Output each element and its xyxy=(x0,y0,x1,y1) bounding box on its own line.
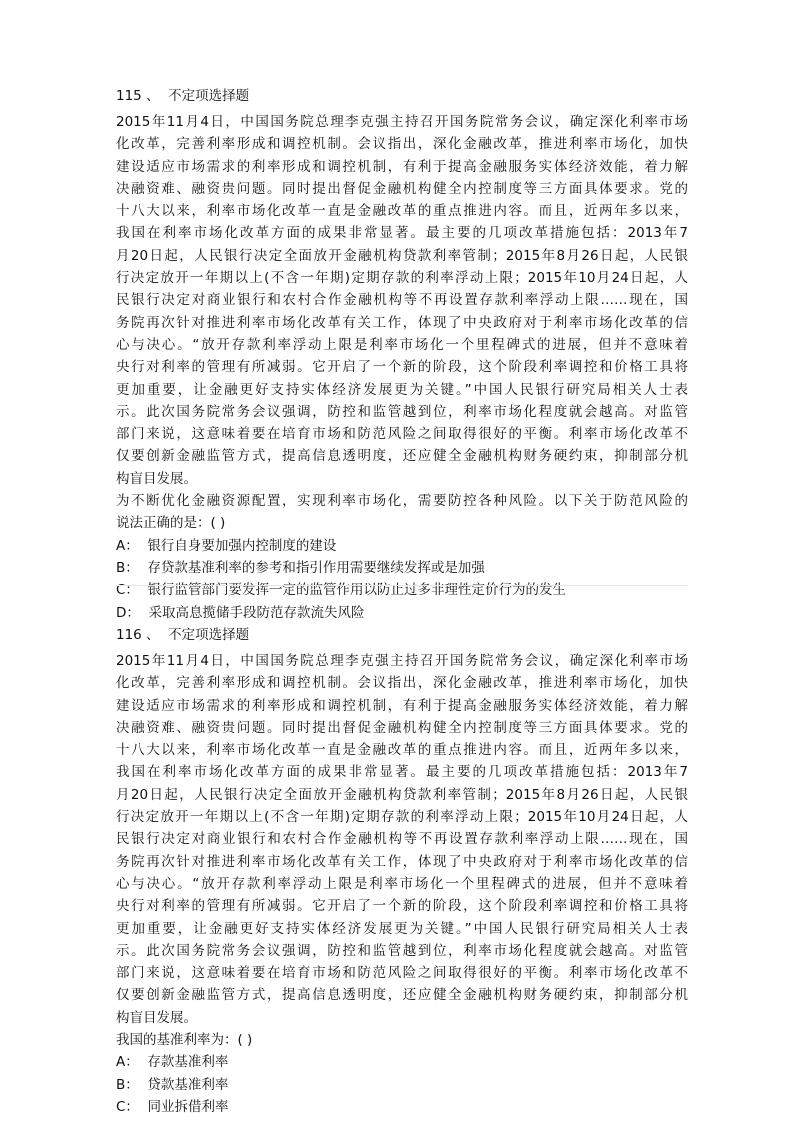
passage-line: 部门来说，这意味着要在培育市场和防范风险之间取得很好的平衡。利率市场化改革不 xyxy=(116,965,688,982)
option-list xyxy=(116,535,688,624)
option-a[interactable]: A： 存款基准利率 xyxy=(116,1054,229,1071)
stem-line: 我国的基准利率为：( ) xyxy=(116,1032,253,1049)
passage-line: 部门来说，这意味着要在培育市场和防范风险之间取得很好的平衡。利率市场化改革不 xyxy=(116,426,688,443)
passage-line: 民银行决定对商业银行和农村合作金融机构等不再设置存款利率浮动上限……现在，国 xyxy=(116,292,688,309)
passage-line: 务院再次针对推进利率市场化改革有关工作，体现了中央政府对于利率市场化改革的信 xyxy=(116,853,688,870)
passage-line: 务院再次针对推进利率市场化改革有关工作，体现了中央政府对于利率市场化改革的信 xyxy=(116,314,688,331)
stem-line: 说法正确的是：( ) xyxy=(116,515,226,532)
passage-line: 构盲目发展。 xyxy=(116,1009,197,1026)
passage-line: 示。此次国务院常务会议强调，防控和监管越到位，利率市场化程度就会越高。对监管 xyxy=(116,942,688,959)
passage-line: 更加重要，让金融更好支持实体经济发展更为关键。”中国人民银行研究局相关人士表 xyxy=(116,381,688,398)
passage-line: 仅要创新金融监管方式，提高信息透明度，还应健全金融机构财务硬约束，抑制部分机 xyxy=(116,448,688,465)
question-header: 115 、 不定项选择题 xyxy=(116,88,250,104)
question-passage xyxy=(116,111,688,490)
passage-line: 民银行决定对商业银行和农村合作金融机构等不再设置存款利率浮动上限……现在，国 xyxy=(116,831,688,848)
option-c[interactable]: C： 银行监管部门要发挥一定的监管作用以防止过多非理性定价行为的发生 xyxy=(116,582,567,599)
option-c[interactable]: C： 同业拆借利率 xyxy=(116,1098,229,1115)
passage-line: 更加重要，让金融更好支持实体经济发展更为关键。”中国人民银行研究局相关人士表 xyxy=(116,920,688,937)
option-a[interactable]: A： 银行自身要加强内控制度的建设 xyxy=(116,537,337,554)
passage-line: 心与决心。“放开存款利率浮动上限是利率市场化一个里程碑式的进展，但并不意味着 xyxy=(116,336,688,353)
passage-line: 行决定放开一年期以上(不含一年期)定期存款的利率浮动上限；2015年10月24日起，人 xyxy=(116,809,688,826)
question-stem xyxy=(116,1029,688,1051)
passage-line: 示。此次国务院常务会议强调，防控和监管越到位，利率市场化程度就会越高。对监管 xyxy=(116,403,688,420)
option-b[interactable]: B： 存贷款基准利率的参考和指引作用需要继续发挥或是加强 xyxy=(116,559,485,576)
passage-line: 央行对利率的管理有所减弱。它开启了一个新的阶段，这个阶段利率调控和价格工具将 xyxy=(116,359,688,376)
passage-line: 构盲目发展。 xyxy=(116,470,197,487)
question-115 xyxy=(116,86,688,624)
option-d[interactable]: D： 采取高息揽储手段防范存款流失风险 xyxy=(116,604,365,621)
passage-line: 十八大以来，利率市场化改革一直是金融改革的重点推进内容。而且，近两年多以来， xyxy=(116,203,688,220)
passage-line: 决融资难、融资贵问题。同时提出督促金融机构健全内控制度等三方面具体要求。党的 xyxy=(116,719,688,736)
passage-line: 行决定放开一年期以上(不含一年期)定期存款的利率浮动上限；2015年10月24日起，人 xyxy=(116,270,688,287)
passage-line: 仅要创新金融监管方式，提高信息透明度，还应健全金融机构财务硬约束，抑制部分机 xyxy=(116,987,688,1004)
question-passage xyxy=(116,650,688,1029)
question-header: 116 、 不定项选择题 xyxy=(116,627,250,643)
passage-line: 十八大以来，利率市场化改革一直是金融改革的重点推进内容。而且，近两年多以来， xyxy=(116,742,688,759)
question-stem xyxy=(116,490,688,535)
option-list xyxy=(116,1051,688,1118)
passage-line: 决融资难、融资贵问题。同时提出督促金融机构健全内控制度等三方面具体要求。党的 xyxy=(116,180,688,197)
passage-line: 月20日起，人民银行决定全面放开金融机构贷款利率管制；2015年8月26日起，人民银 xyxy=(116,247,688,264)
passage-line: 央行对利率的管理有所减弱。它开启了一个新的阶段，这个阶段利率调控和价格工具将 xyxy=(116,898,688,915)
passage-line: 我国在利率市场化改革方面的成果非常显著。最主要的几项改革措施包括：2013年7 xyxy=(116,764,688,781)
option-b[interactable]: B： 贷款基准利率 xyxy=(116,1076,229,1093)
passage-line: 2015年11月4日，中国国务院总理李克强主持召开国务院常务会议，确定深化利率市场 xyxy=(116,114,688,130)
passage-line: 我国在利率市场化改革方面的成果非常显著。最主要的几项改革措施包括：2013年7 xyxy=(116,225,688,242)
stem-line: 为不断优化金融资源配置，实现利率市场化，需要防控各种风险。以下关于防范风险的 xyxy=(116,493,688,510)
passage-line: 心与决心。“放开存款利率浮动上限是利率市场化一个里程碑式的进展，但并不意味着 xyxy=(116,875,688,892)
question-divider xyxy=(116,585,688,586)
passage-line: 2015年11月4日，中国国务院总理李克强主持召开国务院常务会议，确定深化利率市场 xyxy=(116,653,688,669)
passage-line: 月20日起，人民银行决定全面放开金融机构贷款利率管制；2015年8月26日起，人民银 xyxy=(116,786,688,803)
passage-line: 化改革，完善利率形成和调控机制。会议指出，深化金融改革，推进利率市场化，加快 xyxy=(116,136,688,153)
passage-line: 建设适应市场需求的利率形成和调控机制，有利于提高金融服务实体经济效能，着力解 xyxy=(116,158,688,175)
passage-line: 化改革，完善利率形成和调控机制。会议指出，深化金融改革，推进利率市场化，加快 xyxy=(116,675,688,692)
question-116 xyxy=(116,625,688,1118)
passage-line: 建设适应市场需求的利率形成和调控机制，有利于提高金融服务实体经济效能，着力解 xyxy=(116,697,688,714)
